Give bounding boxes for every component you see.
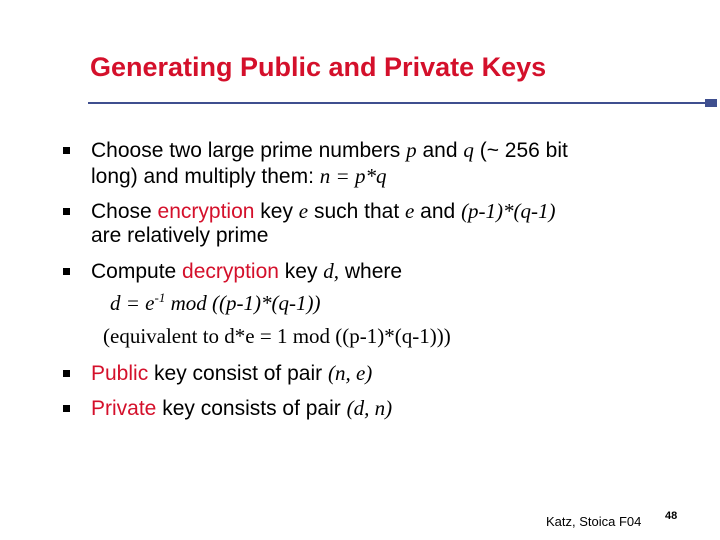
slide-footer: Katz, Stoica F04 [546,514,642,529]
page-number: 48 [665,510,678,522]
title-rule-endcap [705,99,717,107]
slide-title: Generating Public and Private Keys [90,52,547,82]
bullet-marker-2 [63,208,70,215]
bullet-1-line-1: Choose two large prime numbers p and q (~ 256 bit [91,138,568,162]
bullet-marker-1 [63,147,70,154]
private-highlight: Private [91,397,157,420]
bullet-5-line: Private key consists of pair (d, n) [91,396,393,420]
decryption-highlight: decryption [182,260,279,283]
bullet-1-line-2: long) and multiply them: n = p*q [91,164,387,188]
bullet-2-line-1: Chose encryption key e such that e and (p-1)*(q-1) [91,199,556,223]
bullet-marker-4 [63,370,70,377]
bullet-4-line: Public key consist of pair (n, e) [91,361,373,385]
bullet-3-line-1: Compute decryption key d, where [91,259,403,283]
equivalence-formula: (equivalent to d*e = 1 mod ((p-1)*(q-1))) [103,324,451,348]
title-rule [88,102,714,104]
bullet-marker-5 [63,405,70,412]
bullet-2-line-2: are relatively prime [91,224,269,247]
encryption-highlight: encryption [157,200,255,223]
public-highlight: Public [91,362,149,385]
decryption-formula: $d = e^{-1}$ mod ((p-1)*(q-1)) [110,290,321,315]
bullet-marker-3 [63,268,70,275]
